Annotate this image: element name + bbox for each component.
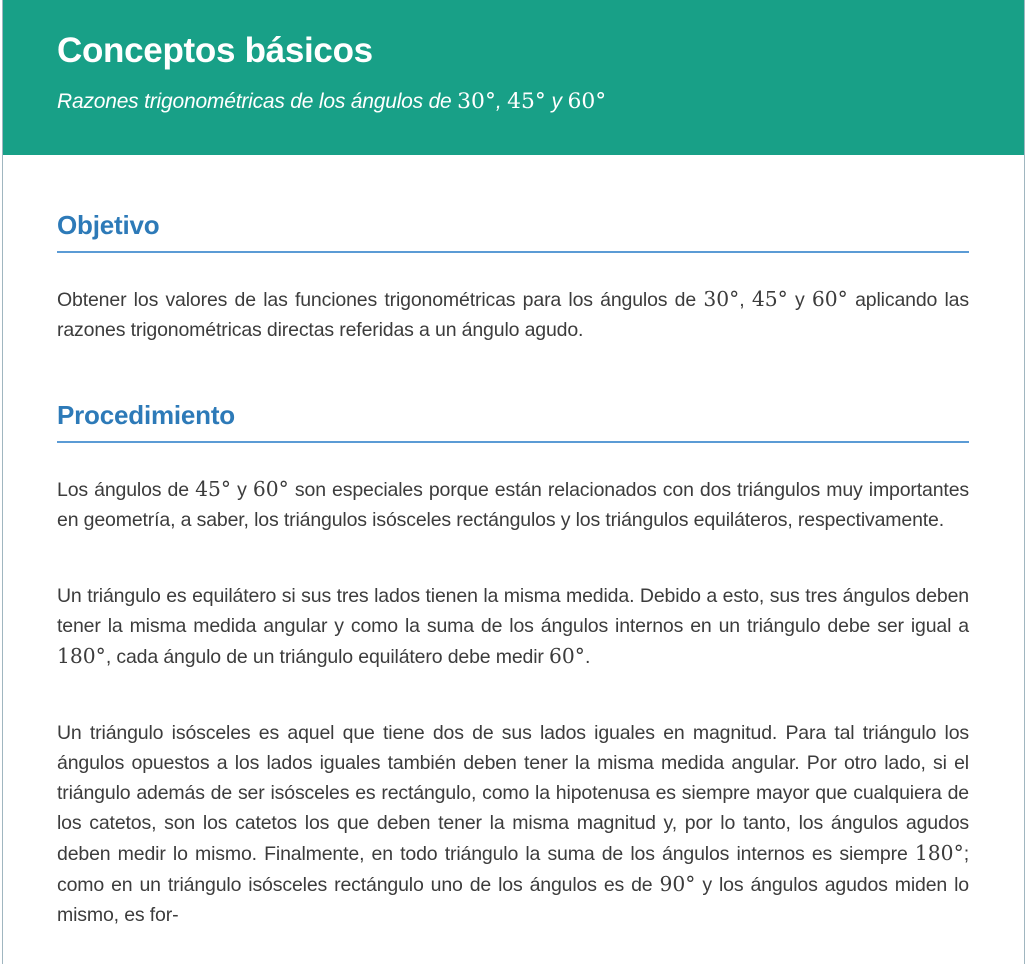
section-objetivo (57, 209, 969, 345)
section-paragraphs (57, 474, 969, 930)
math-angle: 30° (457, 89, 496, 114)
math-angle: 45° (195, 477, 231, 501)
math-angle: 60° (567, 89, 607, 114)
page-title: Conceptos básicos (57, 31, 373, 70)
document-body (3, 209, 1024, 930)
math-angle: 60° (811, 287, 848, 311)
header-banner (3, 0, 1024, 155)
section-paragraphs (57, 284, 969, 345)
math-angle: 60° (252, 477, 289, 501)
math-angle: 45° (751, 287, 788, 311)
math-angle: 180° (57, 644, 106, 668)
section-heading: Objetivo (57, 209, 969, 253)
section-heading: Procedimiento (57, 399, 969, 443)
page-subtitle: Razones trigonométricas de los ángulos de 30°, 45° y 60° (57, 89, 607, 114)
paragraph: Obtener los valores de las funciones trigonométricas para los ángulos de 30°, 45° y 60° aplicando las razones trigonométricas directas referidas a un ángulo agudo. (57, 287, 969, 341)
math-angle: 60° (549, 644, 585, 668)
section-procedimiento (57, 399, 969, 930)
paragraph: Los ángulos de 45° y 60° son especiales porque están relacionados con dos triángulos muy importantes en geometría, a saber, los triángulos isósceles rectángulos y los triángulos equiláteros, respectivamente. (57, 477, 969, 531)
paragraph: Un triángulo isósceles es aquel que tiene dos de sus lados iguales en magnitud. Para tal triángulo los ángulos opuestos a los lados iguales también deben tener la misma medida angular. Por otro lado, si el triángulo además de ser isósceles es rectángulo, como la hipotenusa es siempre mayor que cualquiera de los catetos, son los catetos los que deben tener la misma magnitud y, por lo tanto, los ángulos agudos deben medir lo mismo. Finalmente, en todo triángulo la suma de los ángulos internos es siempre 180°; como en un triángulo isósceles rectángulo uno de los ángulos es de 90° y los ángulos agudos miden lo mismo, es for- (57, 722, 969, 926)
math-angle: 30° (703, 287, 740, 311)
math-angle: 45° (507, 89, 546, 114)
math-angle: 90° (659, 872, 696, 896)
document-page (2, 0, 1025, 964)
math-angle: 180° (914, 841, 964, 865)
paragraph: Un triángulo es equilátero si sus tres lados tienen la misma medida. Debido a esto, sus tres ángulos deben tener la misma medida angular y como la suma de los ángulos internos en un triángulo debe ser igual a 180°, cada ángulo de un triángulo equilátero debe medir 60°. (57, 585, 969, 668)
